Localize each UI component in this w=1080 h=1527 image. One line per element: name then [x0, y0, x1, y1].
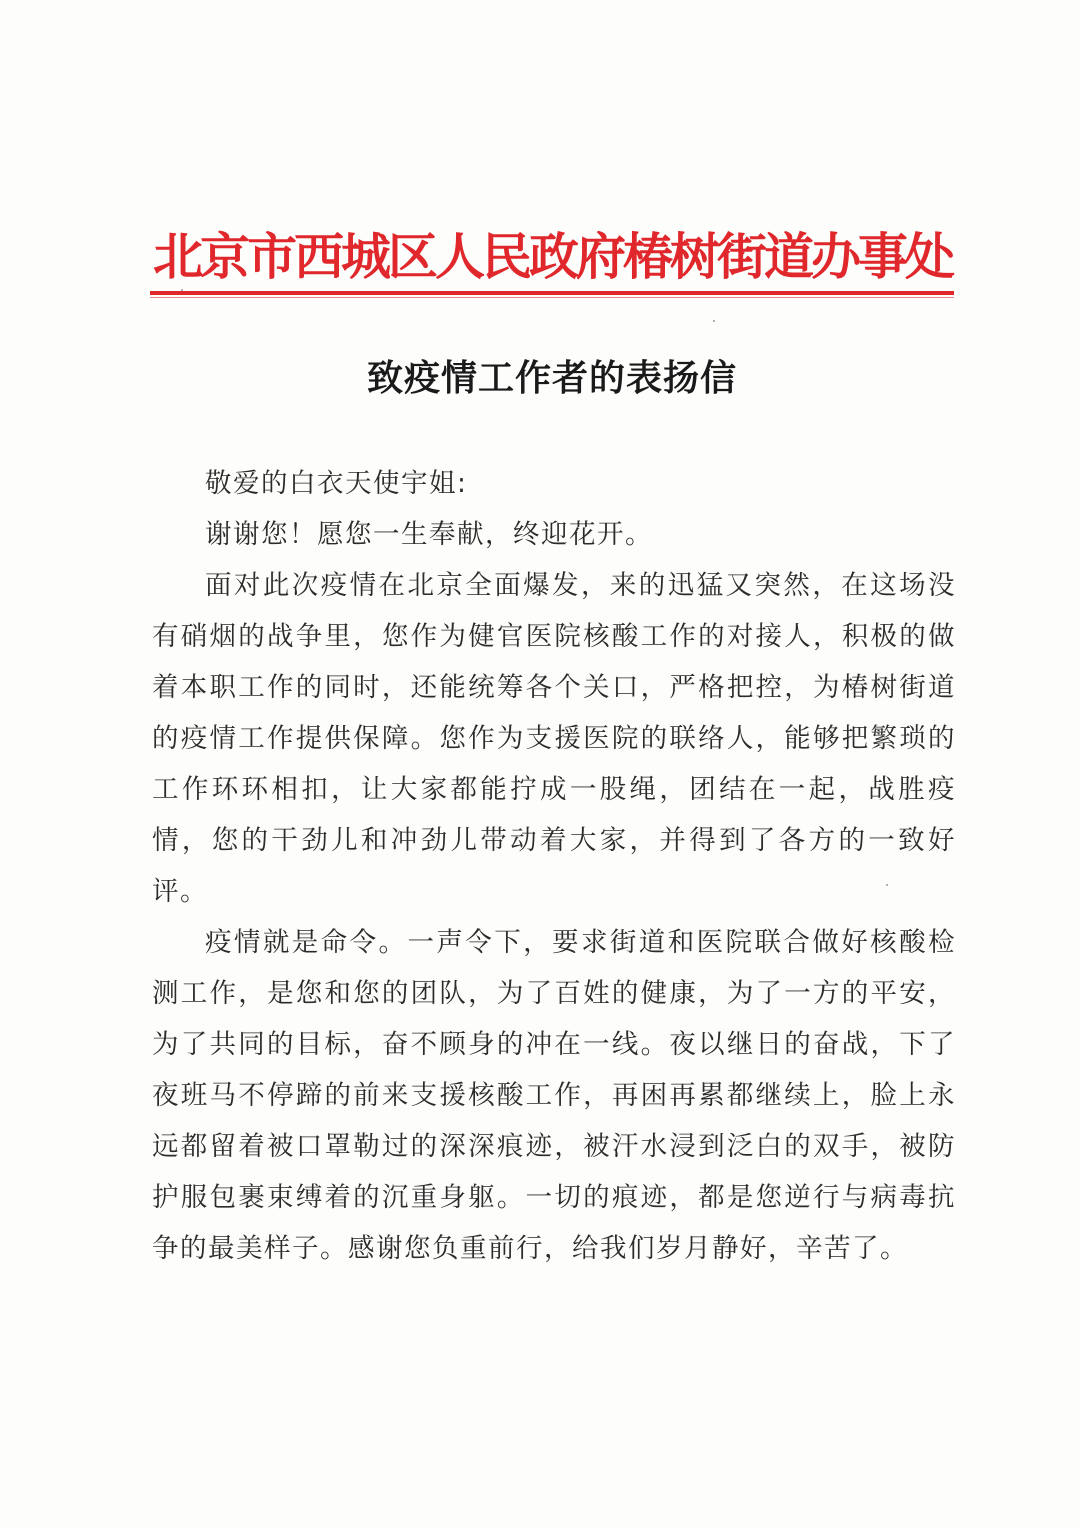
letter-paragraph: 面对此次疫情在北京全面爆发，来的迅猛又突然，在这场没有硝烟的战争里，您作为健官医院核酸工作的对接人，积极的做着本职工作的同时，还能统筹各个关口，严格把控，为椿树街道的疫情工作提供保障。您作为支援医院的联络人，能够把繁琐的工作环环相扣，让大家都能拧成一股绳，团结在一起，战胜疫情，您的干劲儿和冲劲儿带动着大家，并得到了各方的一致好评。	[152, 570, 956, 907]
letter-title: 致疫情工作者的表扬信	[366, 357, 737, 399]
letterhead-organization-name: 北京市西城区人民政府椿树街道办事处	[153, 227, 952, 286]
letter-salutation: 敬爱的白衣天使宇姐:	[205, 468, 468, 499]
letter-paragraph: 疫情就是命令。一声令下，要求街道和医院联合做好核酸检测工作，是您和您的团队，为了百姓的健康，为了一方的平安，为了共同的目标，奋不顾身的冲在一线。夜以继日的奋战，下了夜班马不停蹄的前来支援核酸工作，再困再累都继续上，脸上永远都留着被口罩勒过的深深痕迹，被汗水浸到泛白的双手，被防护服包裹束缚着的沉重身躯。一切的痕迹，都是您逆行与病毒抗争的最美样子。感谢您负重前行，给我们岁月静好，辛苦了。	[152, 927, 956, 1264]
letter-body	[152, 458, 956, 1274]
letterhead-red-rule-thin	[150, 297, 954, 298]
scan-speck	[886, 884, 888, 886]
scan-speck	[713, 320, 715, 322]
letter-opening: 谢谢您！愿您一生奉献，终迎花开。	[205, 519, 653, 550]
letterhead-red-rule	[150, 291, 954, 295]
scan-speck	[181, 289, 183, 291]
